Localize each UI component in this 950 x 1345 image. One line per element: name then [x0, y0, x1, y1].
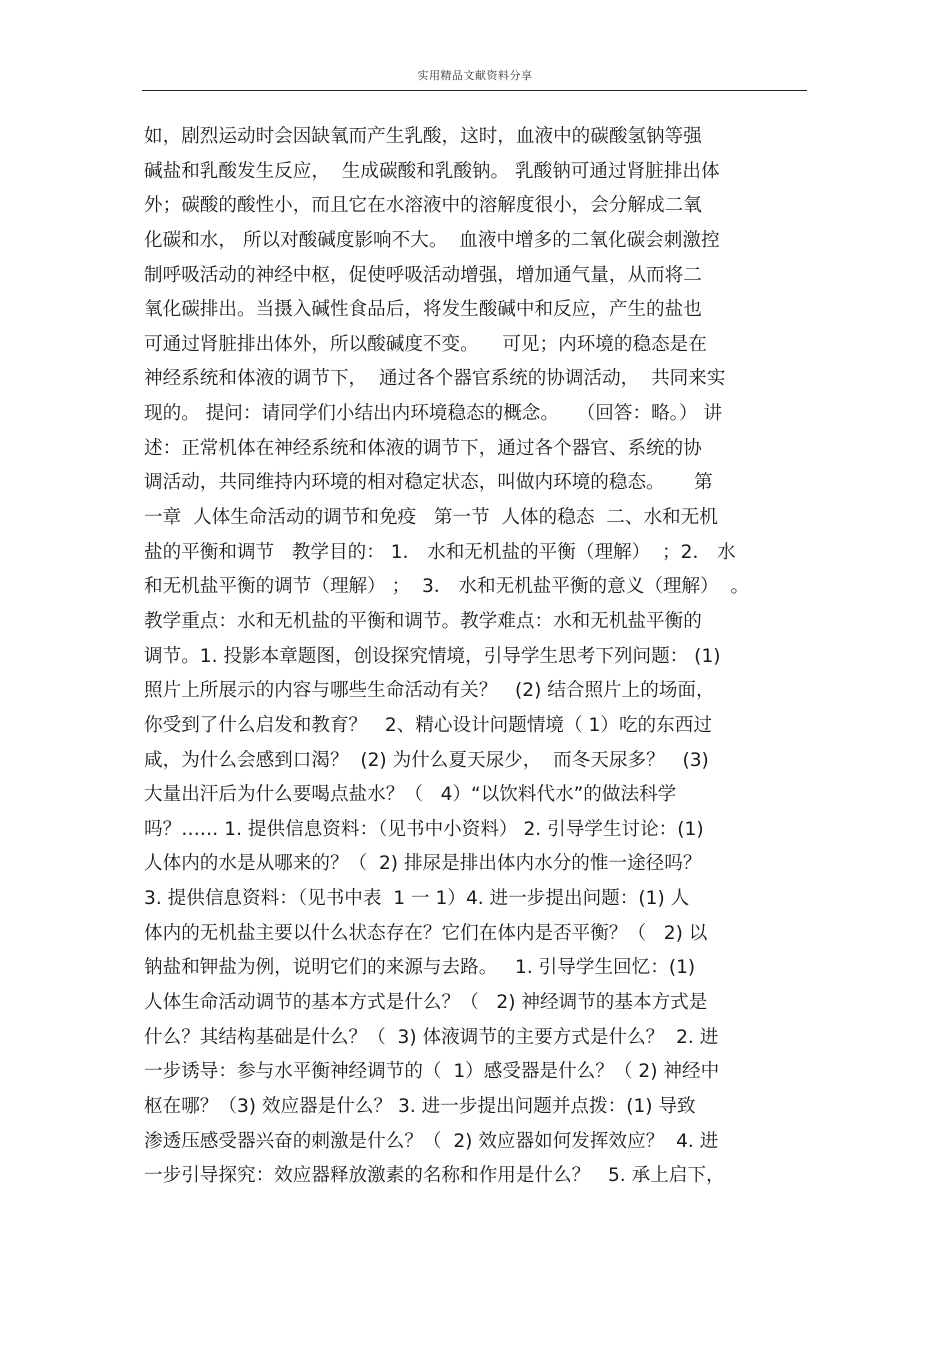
text-line: 氧化碳排出。当摄入碱性食品后，将发生酸碱中和反应，产生的盐也	[144, 299, 702, 321]
text-line: 如，剧烈运动时会因缺氧而产生乳酸，这时，血液中的碳酸氢钠等强	[144, 126, 702, 147]
text-line: 盐的平衡和调节 教学目的： 1． 水和无机盐的平衡（理解） ；2． 水	[144, 541, 736, 563]
text-line: 渗透压感受器兴奋的刺激是什么？（ 2) 效应器如何发挥效应？ 4. 进	[144, 1130, 719, 1152]
text-line: 外；碳酸的酸性小，而且它在水溶液中的溶解度很小，会分解成二氧	[144, 195, 702, 217]
text-line: 调节。1. 投影本章题图，创设探究情境，引导学生思考下列问题： (1)	[144, 645, 721, 667]
text-line: 人体生命活动调节的基本方式是什么？（ 2) 神经调节的基本方式是	[144, 992, 708, 1014]
text-line: 调活动，共同维持内环境的相对稳定状态，叫做内环境的稳态。 第	[144, 472, 713, 494]
header-divider	[142, 90, 807, 91]
text-line: 大量出汗后为什么要喝点盐水？（ 4）“以饮料代水”的做法科学	[144, 784, 677, 806]
document-body	[144, 120, 814, 1194]
text-line: 教学重点：水和无机盐的平衡和调节。教学难点：水和无机盐平衡的	[144, 610, 702, 632]
text-line: 一步诱导：参与水平衡神经调节的（ 1）感受器是什么？（ 2) 神经中	[144, 1061, 720, 1083]
text-line: 体内的无机盐主要以什么状态存在？它们在体内是否平衡？（ 2) 以	[144, 922, 708, 944]
text-line: 碱盐和乳酸发生反应， 生成碳酸和乳酸钠。 乳酸钠可通过肾脏排出体	[144, 160, 720, 182]
page-header: 实用精品文献资料分享	[417, 69, 533, 82]
text-line: 3. 提供信息资料：（见书中表 1 一 1）4. 进一步提出问题：(1) 人	[144, 888, 690, 910]
text-line: 枢在哪？（3) 效应器是什么？ 3. 进一步提出问题并点拨：(1) 导致	[144, 1095, 696, 1117]
text-line: 照片上所展示的内容与哪些生命活动有关？ (2) 结合照片上的场面，	[144, 680, 715, 702]
text-line: 一步引导探究：效应器释放激素的名称和作用是什么？ 5. 承上启下，	[144, 1165, 725, 1187]
text-line: 一章 人体生命活动的调节和免疫 第一节 人体的稳态 二、水和无机	[144, 507, 718, 529]
text-line: 化碳和水， 所以对酸碱度影响不大。 血液中增多的二氧化碳会刺激控	[144, 229, 720, 251]
text-line: 咸，为什么会感到口渴？ (2) 为什么夏天尿少， 而冬天尿多？ (3)	[144, 749, 709, 771]
text-line: 什么？其结构基础是什么？（ 3) 体液调节的主要方式是什么？ 2. 进	[144, 1026, 719, 1048]
text-line: 现的。 提问：请同学们小结出内环境稳态的概念。 （回答：略。） 讲	[144, 403, 723, 425]
text-line: 和无机盐平衡的调节（理解） ； 3． 水和无机盐平衡的意义（理解） 。	[144, 576, 750, 598]
text-line: 制呼吸活动的神经中枢，促使呼吸活动增强，增加通气量，从而将二	[144, 264, 702, 286]
text-line: 吗？…… 1. 提供信息资料：（见书中小资料） 2. 引导学生讨论：(1)	[144, 818, 704, 840]
text-line: 可通过肾脏排出体外，所以酸碱度不变。 可见；内环境的稳态是在	[144, 333, 707, 355]
text-line: 神经系统和体液的调节下， 通过各个器官系统的协调活动， 共同来实	[144, 368, 726, 390]
text-line: 你受到了什么启发和教育？ 2、精心设计问题情境（ 1）吃的东西过	[144, 714, 712, 736]
text-line: 述：正常机体在神经系统和体液的调节下，通过各个器官、系统的协	[144, 437, 702, 459]
text-line: 人体内的水是从哪来的？（ 2) 排尿是排出体内水分的惟一途径吗？	[144, 853, 702, 875]
text-line: 钠盐和钾盐为例，说明它们的来源与去路。 1. 引导学生回忆：(1)	[144, 957, 696, 979]
